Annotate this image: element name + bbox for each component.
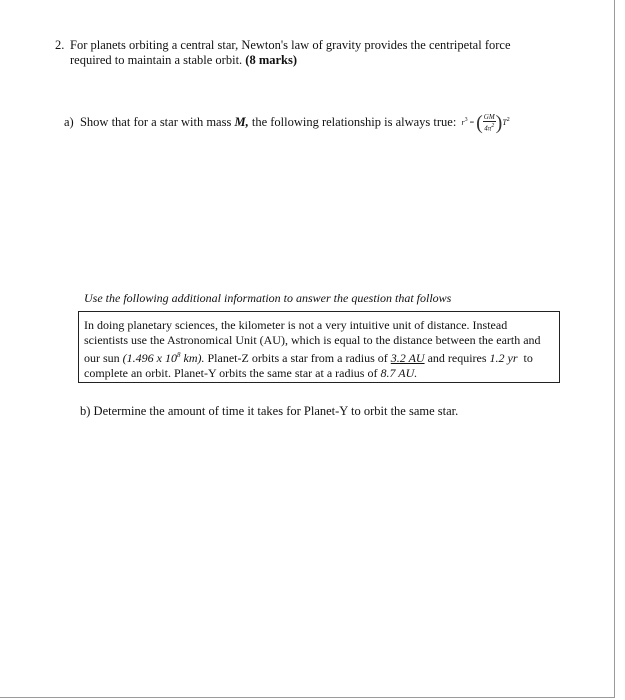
left-paren-icon: ( [476,112,483,134]
kepler-formula [461,113,509,133]
planet-z-period: 1.2 yr [489,351,518,365]
question-line-1: For planets orbiting a central star, Newton's law of gravity provides the centripetal force [70,38,511,52]
au-value [123,351,205,365]
part-a-text-1: Show that for a star with mass [79,114,232,129]
mass-symbol: M, [234,114,249,129]
au-value-exp: 8 [177,351,181,359]
info-line-4a: complete an orbit. Planet-Y orbits the same star at a radius of [84,366,378,380]
question-marks: (8 marks) [245,53,298,67]
planet-z-radius: 3.2 AU [390,351,425,365]
fraction-numerator: GM [483,113,495,122]
part-b-label: b) [80,404,91,418]
info-line-4 [84,366,553,381]
info-line-3c: and requires [427,351,487,365]
info-line-2: scientists use the Astronomical Unit (AU), which is equal to the distance between the earth and [84,333,541,347]
formula-r-exp: 3 [464,117,468,124]
question-number: 2. [55,38,65,52]
info-line-3b: Planet-Z orbits a star from a radius of [207,351,388,365]
part-b [80,404,458,419]
question-2 [55,38,575,68]
info-box [78,311,560,383]
info-line-3d: to [523,351,533,365]
formula-r: r [461,117,465,127]
formula-fraction [483,113,496,132]
part-b-text: Determine the amount of time it takes for Planet-Y to orbit the same star. [93,404,459,418]
au-value-unit: km). [180,351,205,365]
planet-y-radius: 8.7 AU. [380,366,418,380]
formula-T: T [502,117,507,127]
right-paren-icon: ) [495,112,503,134]
part-a-label: a) [64,114,74,129]
fraction-den-exp: 2 [491,123,495,130]
fraction-denominator [483,122,496,132]
part-a [64,113,564,133]
formula-equals: = [469,117,475,127]
au-value-base: (1.496 x 10 [122,351,177,365]
part-a-text-2: the following relationship is always true: [251,114,457,129]
info-line-1: In doing planetary sciences, the kilometer is not a very intuitive unit of distance. Instead [84,318,508,332]
question-text [70,38,575,68]
question-line-2 [70,53,575,68]
info-line-3a: our sun [84,351,120,365]
question-line-2-text: required to maintain a stable orbit. [70,53,243,67]
info-caption: Use the following additional information to answer the question that follows [84,291,452,305]
info-line-3 [84,348,553,366]
fraction-den-base: 4π [484,124,492,133]
formula-T-exp: 2 [506,117,510,124]
